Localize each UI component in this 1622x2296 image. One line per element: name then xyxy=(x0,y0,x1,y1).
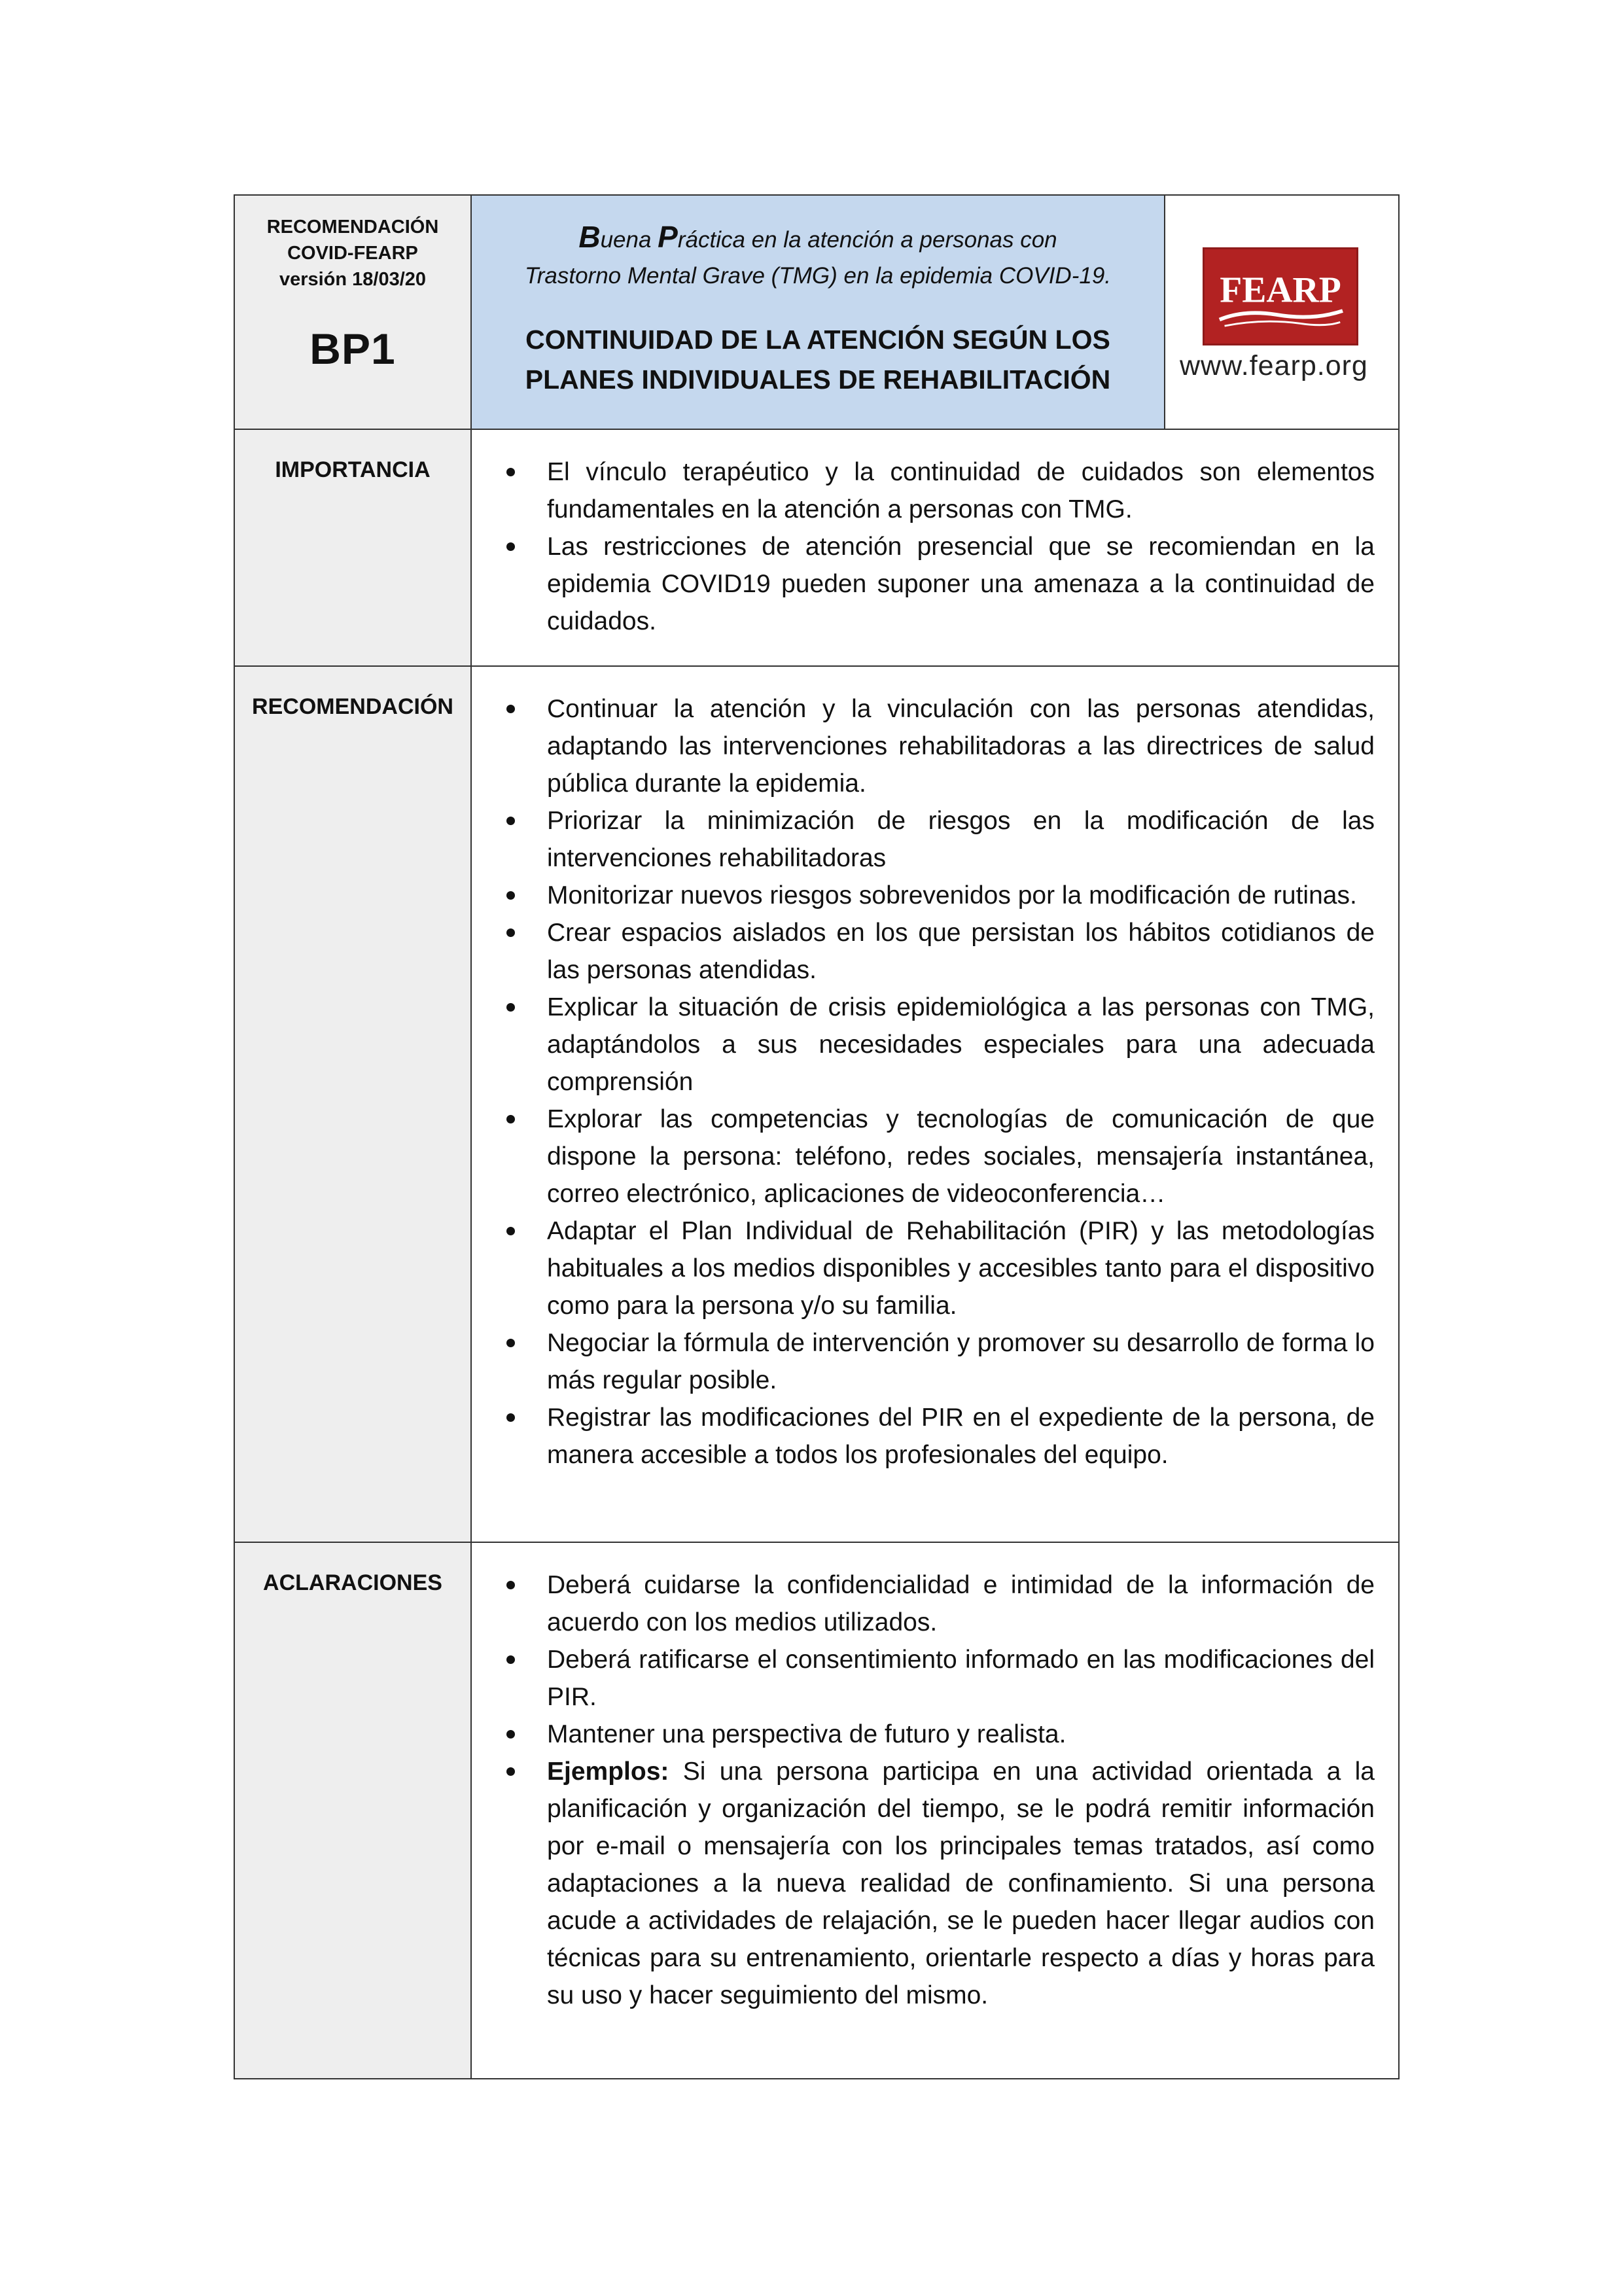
example-label: Ejemplos: xyxy=(547,1757,669,1786)
list-item: Negociar la fórmula de intervención y promover su desarrollo de forma lo más regular posible. xyxy=(498,1324,1375,1399)
logo-text: FEARP xyxy=(1220,270,1341,311)
aclaraciones-list xyxy=(498,1566,1375,2014)
header-title-cell xyxy=(472,196,1165,429)
list-item: Explicar la situación de crisis epidemiológica a las personas con TMG, adaptándolos a sus necesidades especiales para una adecuada comprensión xyxy=(498,989,1375,1101)
list-item: Registrar las modificaciones del PIR en el expediente de la persona, de manera accesible a todos los profesionales del equipo. xyxy=(498,1399,1375,1474)
section-importancia xyxy=(235,429,1398,665)
section-recomendacion xyxy=(235,665,1398,1542)
header-left-cell xyxy=(235,196,472,429)
subtitle xyxy=(472,219,1164,294)
importancia-list xyxy=(498,453,1375,640)
section-label-cell xyxy=(235,667,472,1542)
fearp-logo-mark xyxy=(1205,249,1356,344)
section-label-cell xyxy=(235,430,472,665)
list-item: Deberá ratificarse el consentimiento informado en las modificaciones del PIR. xyxy=(498,1641,1375,1716)
practice-code: BP1 xyxy=(309,325,396,373)
list-item: Continuar la atención y la vinculación con las personas atendidas, adaptando las intervenciones rehabilitadoras a las directrices de salud pública durante la epidemia. xyxy=(498,690,1375,802)
section-label-importancia: IMPORTANCIA xyxy=(275,457,431,482)
subtitle-initial-b: B xyxy=(578,220,601,254)
list-item: Monitorizar nuevos riesgos sobrevenidos por la modificación de rutinas. xyxy=(498,877,1375,914)
header-logo-cell xyxy=(1165,196,1398,429)
title-line2: PLANES INDIVIDUALES DE REHABILITACIÓN xyxy=(525,364,1111,395)
recommendation-table xyxy=(234,194,1400,2079)
list-item: El vínculo terapéutico y la continuidad de cuidados son elementos fundamentales en la atención a personas con TMG. xyxy=(498,453,1375,528)
list-item: Mantener una perspectiva de futuro y realista. xyxy=(498,1716,1375,1753)
section-content-cell xyxy=(472,430,1398,665)
section-content-cell xyxy=(472,667,1398,1542)
list-item: Crear espacios aislados en los que persistan los hábitos cotidianos de las personas atendidas. xyxy=(498,914,1375,989)
section-content-cell xyxy=(472,1543,1398,2078)
header-row xyxy=(235,196,1398,429)
list-item: Las restricciones de atención presencial que se recomiendan en la epidemia COVID19 pueden suponer una amenaza a la continuidad de cuidados. xyxy=(498,528,1375,640)
list-item: Explorar las competencias y tecnologías de comunicación de que dispone la persona: teléfono, redes sociales, mensajería instantánea, correo electrónico, aplicaciones de videoconferencia… xyxy=(498,1101,1375,1212)
title-line1: CONTINUIDAD DE LA ATENCIÓN SEGÚN LOS xyxy=(525,325,1110,355)
section-label-aclaraciones: ACLARACIONES xyxy=(263,1570,442,1595)
website-link[interactable]: www.fearp.org xyxy=(1180,350,1368,381)
section-label-cell xyxy=(235,1543,472,2078)
subtitle-line1-rest: ráctica en la atención a personas con xyxy=(677,227,1057,253)
list-item: Priorizar la minimización de riesgos en la modificación de las intervenciones rehabilitadoras xyxy=(498,802,1375,877)
list-item: Adaptar el Plan Individual de Rehabilitación (PIR) y las metodologías habituales a los medios disponibles y accesibles tanto para el dispositivo como para la persona y/o su familia. xyxy=(498,1212,1375,1324)
recomendacion-list xyxy=(498,690,1375,1474)
section-aclaraciones xyxy=(235,1542,1398,2078)
list-item: Deberá cuidarse la confidencialidad e intimidad de la información de acuerdo con los medios utilizados. xyxy=(498,1566,1375,1641)
subtitle-line2: Trastorno Mental Grave (TMG) en la epidemia COVID-19. xyxy=(524,263,1112,289)
subtitle-word-uena: uena xyxy=(600,227,658,253)
recommendation-version-label: RECOMENDACIÓN COVID-FEARP versión 18/03/20 xyxy=(266,217,439,290)
example-text: Si una persona participa en una actividad orientada a la planificación y organización del tiempo, se le podrá remitir información por e-mail o mensajería con los principales temas tratados, así como adaptaciones a la nueva realidad de confinamiento. Si una persona acude a actividades de relajación, se le pueden hacer llegar audios con técnicas para su entrenamiento, orientarle respecto a días y horas para su uso y hacer seguimiento del mismo. xyxy=(547,1757,1375,2009)
fearp-logo xyxy=(1203,247,1358,345)
subtitle-initial-p: P xyxy=(658,220,678,254)
example-item xyxy=(498,1753,1375,2014)
page-title xyxy=(472,320,1164,400)
section-label-recomendacion: RECOMENDACIÓN xyxy=(252,694,453,719)
